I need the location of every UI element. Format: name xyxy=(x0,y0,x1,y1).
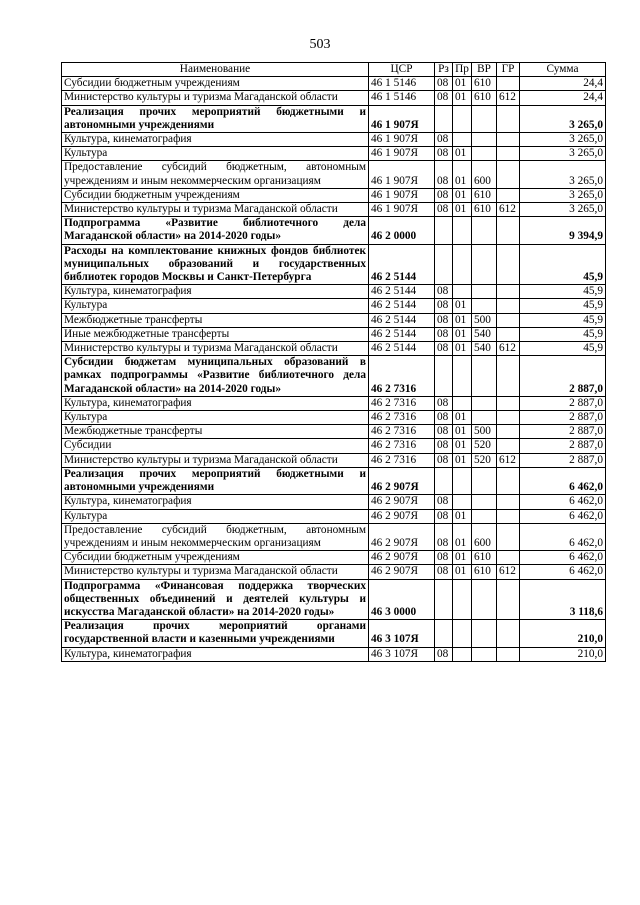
cell-sum: 9 394,9 xyxy=(520,217,606,244)
cell-sum: 6 462,0 xyxy=(520,495,606,509)
cell-sum: 2 887,0 xyxy=(520,439,606,453)
table-row xyxy=(62,105,606,132)
cell-pr xyxy=(453,285,472,299)
cell-pr: 01 xyxy=(453,342,472,356)
header-sum: Сумма xyxy=(520,63,606,77)
cell-gr xyxy=(497,396,520,410)
cell-vr xyxy=(472,105,497,132)
cell-vr: 610 xyxy=(472,565,497,579)
cell-pr: 01 xyxy=(453,565,472,579)
cell-vr: 500 xyxy=(472,425,497,439)
cell-gr xyxy=(497,313,520,327)
cell-name: Субсидии бюджетным учреждениям xyxy=(62,188,369,202)
cell-pr: 01 xyxy=(453,161,472,188)
cell-name: Иные межбюджетные трансферты xyxy=(62,327,369,341)
table-row xyxy=(62,551,606,565)
cell-sum: 2 887,0 xyxy=(520,453,606,467)
cell-csr: 46 2 907Я xyxy=(369,467,435,494)
cell-rz: 08 xyxy=(435,203,453,217)
cell-csr: 46 2 907Я xyxy=(369,551,435,565)
cell-vr xyxy=(472,411,497,425)
table-row xyxy=(62,523,606,550)
header-gr: ГР xyxy=(497,63,520,77)
cell-sum: 24,4 xyxy=(520,77,606,91)
cell-vr xyxy=(472,244,497,285)
cell-pr: 01 xyxy=(453,425,472,439)
cell-gr xyxy=(497,467,520,494)
cell-csr: 46 1 907Я xyxy=(369,188,435,202)
cell-pr: 01 xyxy=(453,147,472,161)
cell-gr: 612 xyxy=(497,453,520,467)
cell-gr xyxy=(497,647,520,661)
cell-vr xyxy=(472,647,497,661)
cell-rz: 08 xyxy=(435,342,453,356)
cell-gr xyxy=(497,523,520,550)
cell-pr: 01 xyxy=(453,551,472,565)
cell-sum: 210,0 xyxy=(520,647,606,661)
cell-vr: 610 xyxy=(472,91,497,105)
cell-csr: 46 2 5144 xyxy=(369,285,435,299)
cell-sum: 45,9 xyxy=(520,299,606,313)
cell-rz xyxy=(435,579,453,620)
cell-rz: 08 xyxy=(435,439,453,453)
cell-vr: 610 xyxy=(472,188,497,202)
cell-csr: 46 1 907Я xyxy=(369,161,435,188)
table-row xyxy=(62,299,606,313)
cell-pr xyxy=(453,620,472,647)
cell-gr xyxy=(497,509,520,523)
cell-pr xyxy=(453,133,472,147)
cell-vr xyxy=(472,495,497,509)
cell-gr xyxy=(497,411,520,425)
cell-csr: 46 2 7316 xyxy=(369,425,435,439)
table-row xyxy=(62,147,606,161)
table-row xyxy=(62,77,606,91)
cell-csr: 46 3 0000 xyxy=(369,579,435,620)
cell-sum: 6 462,0 xyxy=(520,551,606,565)
cell-pr: 01 xyxy=(453,439,472,453)
cell-name: Подпрограмма «Развитие библиотечного дела Магаданской области» на 2014-2020 годы» xyxy=(62,217,369,244)
cell-csr: 46 1 907Я xyxy=(369,147,435,161)
cell-sum: 3 118,6 xyxy=(520,579,606,620)
table-row xyxy=(62,342,606,356)
cell-rz xyxy=(435,467,453,494)
cell-gr xyxy=(497,495,520,509)
table-row xyxy=(62,425,606,439)
cell-sum: 2 887,0 xyxy=(520,396,606,410)
cell-gr xyxy=(497,161,520,188)
cell-gr: 612 xyxy=(497,203,520,217)
header-csr: ЦСР xyxy=(369,63,435,77)
table-row xyxy=(62,244,606,285)
cell-vr xyxy=(472,217,497,244)
cell-vr xyxy=(472,509,497,523)
cell-rz: 08 xyxy=(435,565,453,579)
cell-vr xyxy=(472,285,497,299)
table-row xyxy=(62,188,606,202)
table-row xyxy=(62,217,606,244)
cell-vr: 540 xyxy=(472,342,497,356)
cell-csr: 46 1 907Я xyxy=(369,133,435,147)
cell-sum: 210,0 xyxy=(520,620,606,647)
cell-vr xyxy=(472,579,497,620)
table-row xyxy=(62,467,606,494)
cell-csr: 46 1 5146 xyxy=(369,91,435,105)
cell-pr xyxy=(453,467,472,494)
cell-gr xyxy=(497,147,520,161)
cell-gr xyxy=(497,551,520,565)
cell-pr xyxy=(453,356,472,397)
cell-vr: 610 xyxy=(472,203,497,217)
cell-rz: 08 xyxy=(435,91,453,105)
cell-gr xyxy=(497,133,520,147)
cell-name: Министерство культуры и туризма Магаданской области xyxy=(62,342,369,356)
cell-rz: 08 xyxy=(435,299,453,313)
cell-pr: 01 xyxy=(453,91,472,105)
cell-csr: 46 2 5144 xyxy=(369,299,435,313)
cell-name: Культура xyxy=(62,509,369,523)
cell-name: Предоставление субсидий бюджетным, автономным учреждениям и иным некоммерческим организациям xyxy=(62,161,369,188)
cell-sum: 6 462,0 xyxy=(520,467,606,494)
cell-csr: 46 2 7316 xyxy=(369,439,435,453)
cell-csr: 46 3 107Я xyxy=(369,647,435,661)
cell-vr: 520 xyxy=(472,453,497,467)
cell-gr xyxy=(497,356,520,397)
cell-gr xyxy=(497,285,520,299)
table-row xyxy=(62,285,606,299)
cell-name: Министерство культуры и туризма Магаданской области xyxy=(62,453,369,467)
cell-sum: 45,9 xyxy=(520,285,606,299)
cell-rz: 08 xyxy=(435,495,453,509)
cell-name: Субсидии бюджетным учреждениям xyxy=(62,77,369,91)
cell-vr xyxy=(472,396,497,410)
cell-pr: 01 xyxy=(453,299,472,313)
cell-sum: 3 265,0 xyxy=(520,133,606,147)
cell-name: Предоставление субсидий бюджетным, автономным учреждениям и иным некоммерческим организациям xyxy=(62,523,369,550)
cell-rz xyxy=(435,105,453,132)
cell-sum: 2 887,0 xyxy=(520,425,606,439)
cell-csr: 46 3 107Я xyxy=(369,620,435,647)
cell-rz xyxy=(435,244,453,285)
cell-pr: 01 xyxy=(453,411,472,425)
cell-csr: 46 2 7316 xyxy=(369,453,435,467)
cell-name: Министерство культуры и туризма Магаданской области xyxy=(62,203,369,217)
cell-pr xyxy=(453,244,472,285)
cell-gr xyxy=(497,579,520,620)
header-pr: Пр xyxy=(453,63,472,77)
cell-name: Субсидии xyxy=(62,439,369,453)
cell-pr xyxy=(453,495,472,509)
cell-name: Культура xyxy=(62,147,369,161)
cell-vr xyxy=(472,299,497,313)
cell-pr: 01 xyxy=(453,453,472,467)
table-row xyxy=(62,453,606,467)
cell-sum: 45,9 xyxy=(520,342,606,356)
table-row xyxy=(62,313,606,327)
cell-gr: 612 xyxy=(497,91,520,105)
cell-name: Реализация прочих мероприятий органами государственной власти и казенными учреждениями xyxy=(62,620,369,647)
cell-name: Субсидии бюджетам муниципальных образований в рамках подпрограммы «Развитие библиотечного дела Магаданской области» на 2014-2020 годы» xyxy=(62,356,369,397)
cell-sum: 3 265,0 xyxy=(520,188,606,202)
cell-rz: 08 xyxy=(435,396,453,410)
cell-pr xyxy=(453,217,472,244)
cell-csr: 46 2 907Я xyxy=(369,523,435,550)
cell-sum: 6 462,0 xyxy=(520,565,606,579)
cell-gr xyxy=(497,244,520,285)
cell-rz: 08 xyxy=(435,188,453,202)
cell-pr: 01 xyxy=(453,188,472,202)
cell-csr: 46 2 0000 xyxy=(369,217,435,244)
cell-rz: 08 xyxy=(435,551,453,565)
table-row xyxy=(62,647,606,661)
header-vr: ВР xyxy=(472,63,497,77)
table-row xyxy=(62,396,606,410)
page-number: 503 xyxy=(309,37,331,52)
cell-rz: 08 xyxy=(435,161,453,188)
cell-pr: 01 xyxy=(453,327,472,341)
cell-vr: 610 xyxy=(472,551,497,565)
cell-pr xyxy=(453,396,472,410)
cell-sum: 2 887,0 xyxy=(520,411,606,425)
cell-rz: 08 xyxy=(435,453,453,467)
table-row xyxy=(62,565,606,579)
cell-name: Культура, кинематография xyxy=(62,133,369,147)
cell-rz xyxy=(435,217,453,244)
cell-gr xyxy=(497,77,520,91)
cell-rz: 08 xyxy=(435,147,453,161)
cell-sum: 6 462,0 xyxy=(520,509,606,523)
table-row xyxy=(62,161,606,188)
cell-csr: 46 1 907Я xyxy=(369,105,435,132)
cell-name: Культура, кинематография xyxy=(62,495,369,509)
cell-vr: 500 xyxy=(472,313,497,327)
cell-csr: 46 2 7316 xyxy=(369,356,435,397)
cell-gr xyxy=(497,439,520,453)
cell-rz: 08 xyxy=(435,313,453,327)
cell-pr: 01 xyxy=(453,313,472,327)
table-row xyxy=(62,327,606,341)
cell-csr: 46 2 5144 xyxy=(369,327,435,341)
cell-gr: 612 xyxy=(497,342,520,356)
cell-rz: 08 xyxy=(435,411,453,425)
cell-rz: 08 xyxy=(435,647,453,661)
cell-rz: 08 xyxy=(435,425,453,439)
cell-rz: 08 xyxy=(435,133,453,147)
cell-pr: 01 xyxy=(453,509,472,523)
cell-name: Подпрограмма «Финансовая поддержка творческих общественных объединений и деятелей культуры и искусства Магаданской области» на 2014-2020 годы» xyxy=(62,579,369,620)
cell-name: Культура, кинематография xyxy=(62,396,369,410)
cell-name: Межбюджетные трансферты xyxy=(62,313,369,327)
table-row xyxy=(62,133,606,147)
cell-pr xyxy=(453,105,472,132)
cell-pr xyxy=(453,579,472,620)
cell-gr xyxy=(497,217,520,244)
cell-rz: 08 xyxy=(435,285,453,299)
cell-csr: 46 2 5144 xyxy=(369,244,435,285)
cell-rz: 08 xyxy=(435,509,453,523)
table-row xyxy=(62,356,606,397)
cell-vr: 610 xyxy=(472,77,497,91)
cell-name: Культура, кинематография xyxy=(62,285,369,299)
cell-gr xyxy=(497,188,520,202)
budget-table xyxy=(61,62,606,662)
cell-sum: 3 265,0 xyxy=(520,147,606,161)
cell-csr: 46 1 907Я xyxy=(369,203,435,217)
table-row xyxy=(62,203,606,217)
cell-csr: 46 2 5144 xyxy=(369,313,435,327)
table-row xyxy=(62,411,606,425)
cell-name: Расходы на комплектование книжных фондов библиотек муниципальных образований и государственных библиотек городов Москвы и Санкт-Петербурга xyxy=(62,244,369,285)
cell-pr: 01 xyxy=(453,77,472,91)
cell-rz: 08 xyxy=(435,77,453,91)
cell-name: Министерство культуры и туризма Магаданской области xyxy=(62,565,369,579)
cell-csr: 46 2 5144 xyxy=(369,342,435,356)
cell-vr: 600 xyxy=(472,161,497,188)
table-body xyxy=(62,77,606,662)
cell-csr: 46 2 907Я xyxy=(369,509,435,523)
cell-gr xyxy=(497,620,520,647)
cell-vr: 520 xyxy=(472,439,497,453)
cell-vr: 540 xyxy=(472,327,497,341)
cell-vr: 600 xyxy=(472,523,497,550)
cell-csr: 46 2 907Я xyxy=(369,565,435,579)
cell-pr: 01 xyxy=(453,203,472,217)
table-row xyxy=(62,439,606,453)
cell-vr xyxy=(472,147,497,161)
cell-name: Межбюджетные трансферты xyxy=(62,425,369,439)
cell-sum: 45,9 xyxy=(520,327,606,341)
table-header-row xyxy=(62,63,606,77)
table-row xyxy=(62,620,606,647)
table-row xyxy=(62,509,606,523)
cell-name: Культура xyxy=(62,299,369,313)
cell-csr: 46 2 7316 xyxy=(369,411,435,425)
header-name: Наименование xyxy=(62,63,369,77)
cell-sum: 2 887,0 xyxy=(520,356,606,397)
header-rz: Рз xyxy=(435,63,453,77)
cell-gr xyxy=(497,105,520,132)
cell-rz xyxy=(435,620,453,647)
cell-rz: 08 xyxy=(435,523,453,550)
table-row xyxy=(62,91,606,105)
cell-sum: 3 265,0 xyxy=(520,105,606,132)
cell-vr xyxy=(472,467,497,494)
cell-csr: 46 2 907Я xyxy=(369,495,435,509)
cell-sum: 3 265,0 xyxy=(520,203,606,217)
cell-vr xyxy=(472,620,497,647)
table-row xyxy=(62,495,606,509)
cell-name: Реализация прочих мероприятий бюджетными и автономными учреждениями xyxy=(62,105,369,132)
cell-csr: 46 1 5146 xyxy=(369,77,435,91)
cell-vr xyxy=(472,356,497,397)
cell-pr: 01 xyxy=(453,523,472,550)
cell-sum: 24,4 xyxy=(520,91,606,105)
cell-rz: 08 xyxy=(435,327,453,341)
cell-gr xyxy=(497,299,520,313)
cell-sum: 6 462,0 xyxy=(520,523,606,550)
cell-gr: 612 xyxy=(497,565,520,579)
cell-pr xyxy=(453,647,472,661)
cell-gr xyxy=(497,327,520,341)
cell-sum: 45,9 xyxy=(520,313,606,327)
cell-name: Культура xyxy=(62,411,369,425)
cell-vr xyxy=(472,133,497,147)
cell-sum: 3 265,0 xyxy=(520,161,606,188)
cell-name: Субсидии бюджетным учреждениям xyxy=(62,551,369,565)
table-row xyxy=(62,579,606,620)
cell-gr xyxy=(497,425,520,439)
cell-sum: 45,9 xyxy=(520,244,606,285)
cell-name: Культура, кинематография xyxy=(62,647,369,661)
cell-rz xyxy=(435,356,453,397)
cell-csr: 46 2 7316 xyxy=(369,396,435,410)
cell-name: Реализация прочих мероприятий бюджетными и автономными учреждениями xyxy=(62,467,369,494)
cell-name: Министерство культуры и туризма Магаданской области xyxy=(62,91,369,105)
